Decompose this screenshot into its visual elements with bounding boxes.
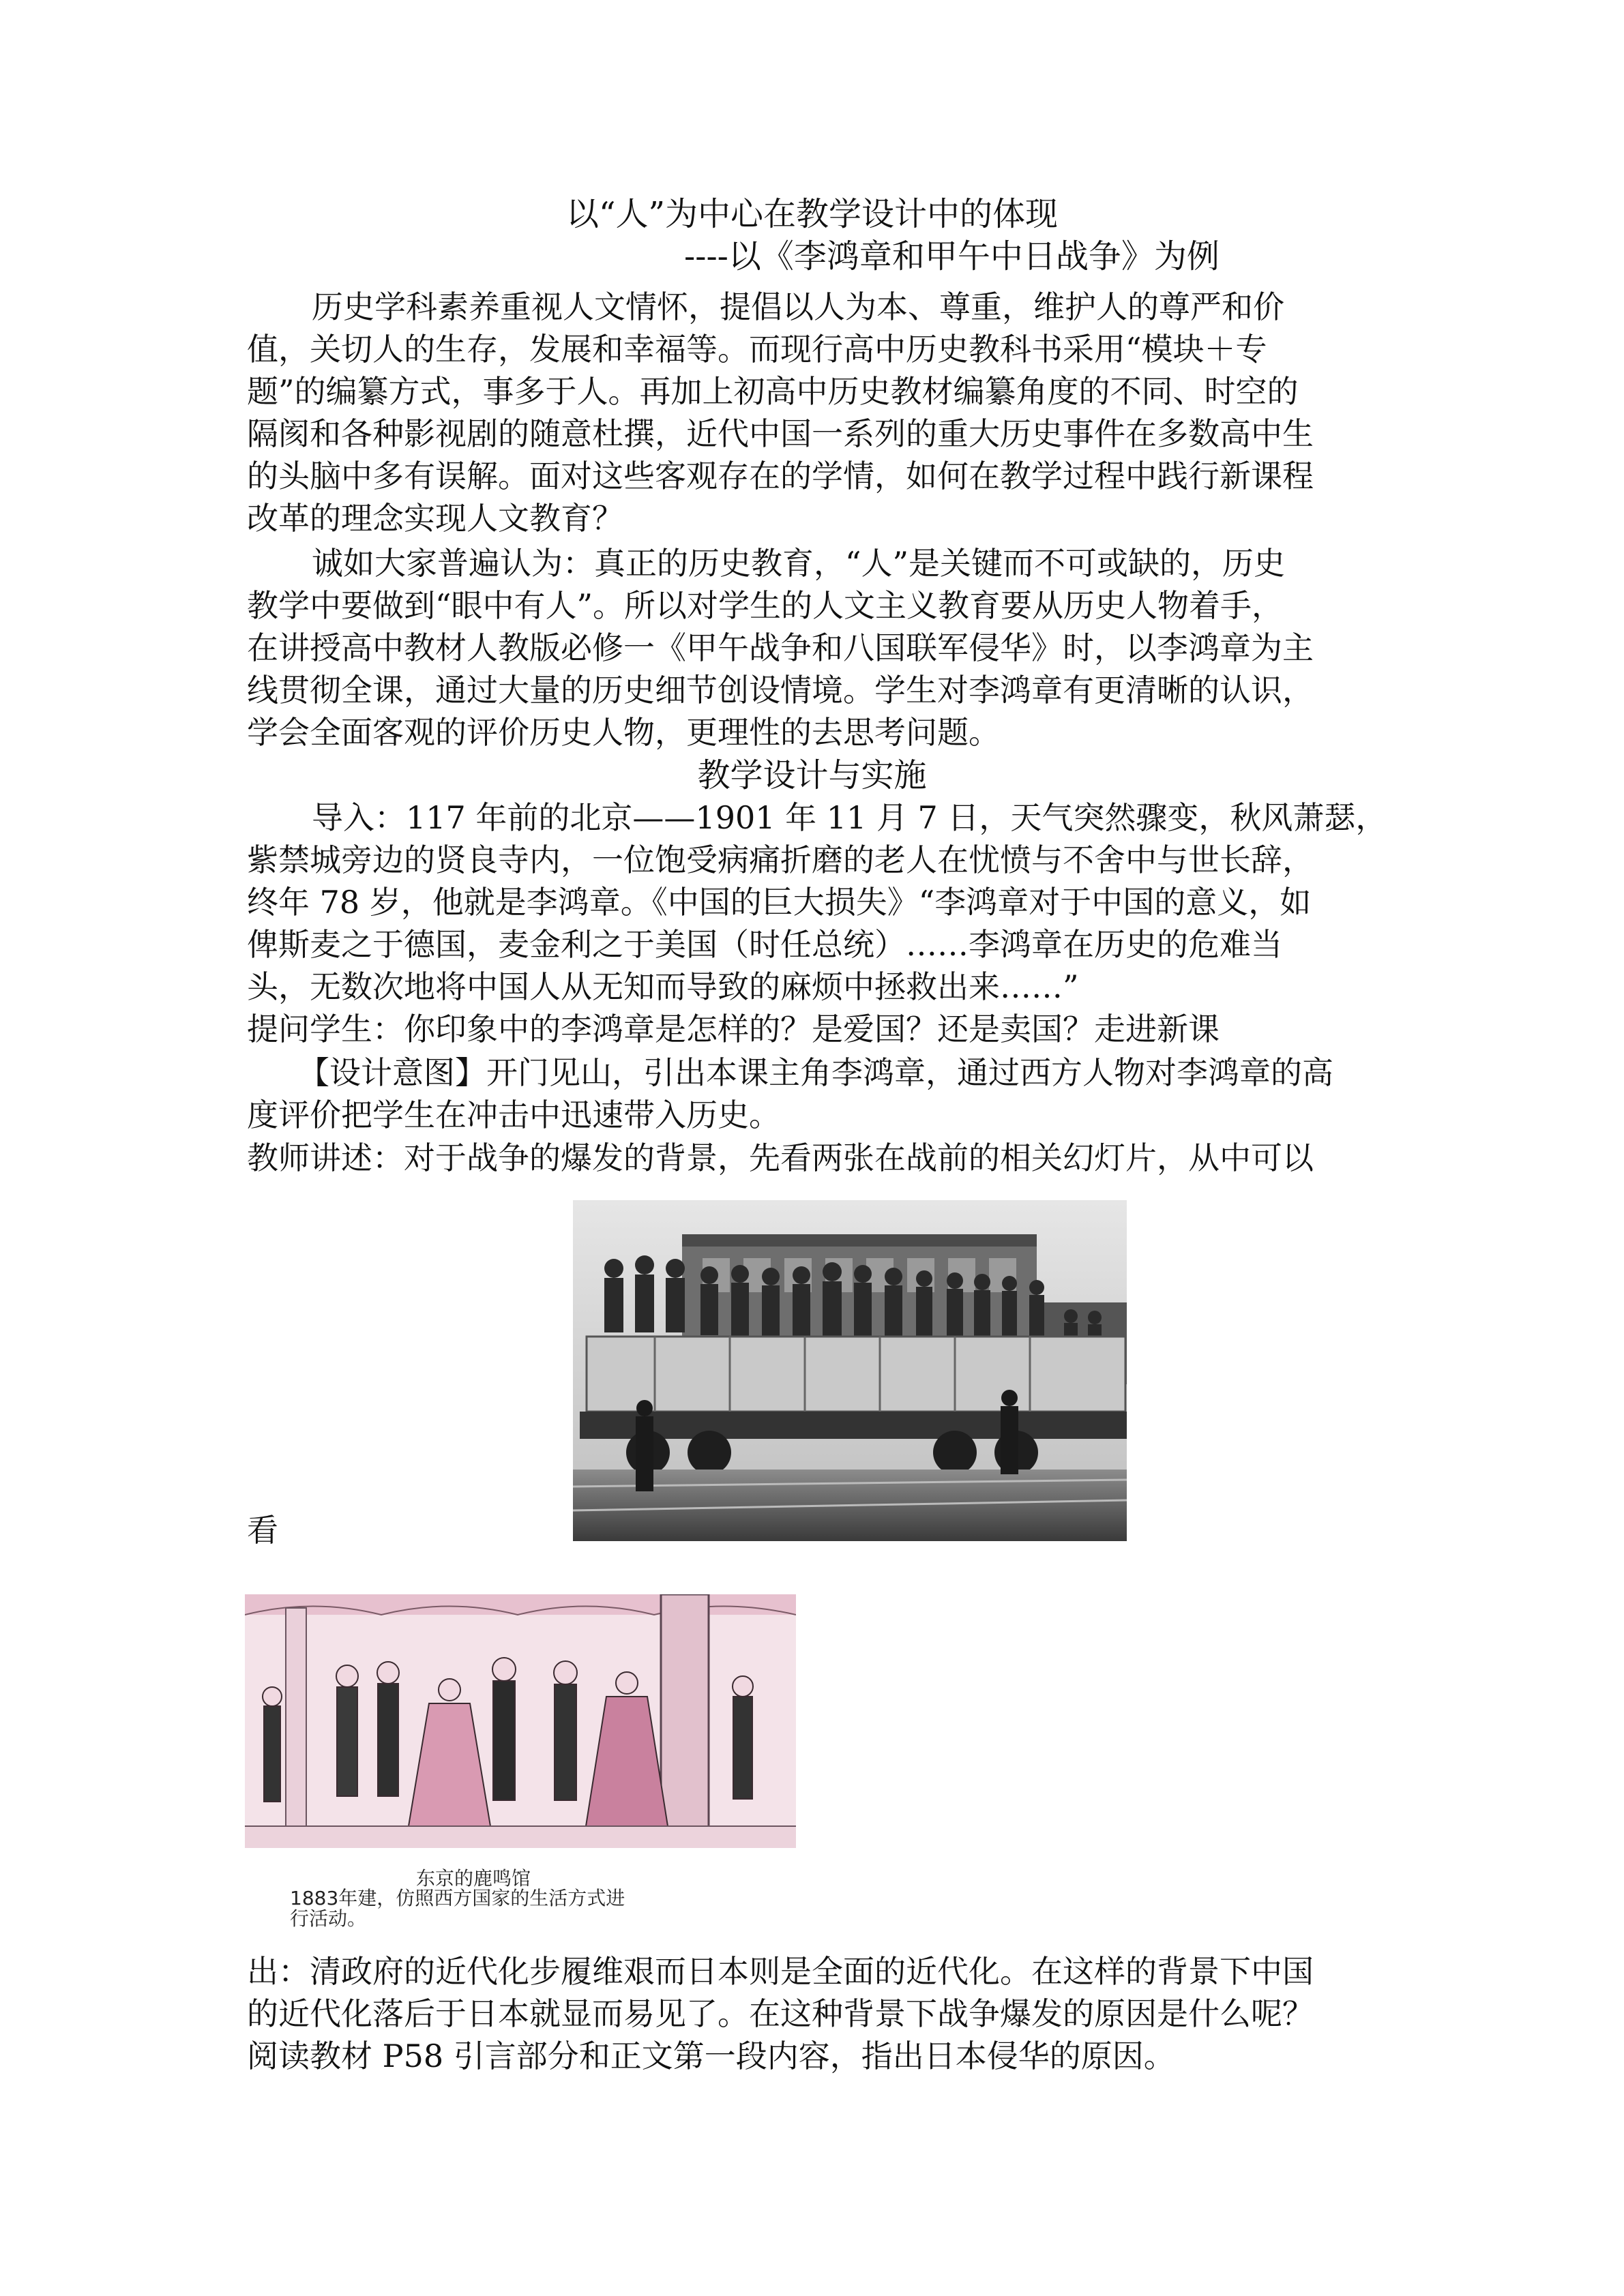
kan-character: 看	[247, 1512, 278, 1549]
paragraph-3-line-2: 紫禁城旁边的贤良寺内，一位饱受病痛折磨的老人在忧愤与不舍中与世长辞，	[247, 841, 1314, 878]
paragraph-2-line-1: 诚如大家普遍认为：真正的历史教育，“人”是关键而不可或缺的，历史	[312, 545, 1286, 582]
question-line: 提问学生：你印象中的李鸿章是怎样的？是爱国？还是卖国？走进新课	[247, 1011, 1220, 1047]
teacher-narration-line: 教师讲述：对于战争的爆发的背景，先看两张在战前的相关幻灯片，从中可以	[247, 1139, 1314, 1176]
conclusion-line-1: 出：清政府的近代化步履维艰而日本则是全面的近代化。在这样的背景下中国	[247, 1953, 1314, 1990]
paragraph-1-line-1: 历史学科素养重视人文情怀，提倡以人为本、尊重，维护人的尊严和价	[312, 288, 1284, 325]
paragraph-1-line-6: 改革的理念实现人文教育？	[247, 500, 623, 537]
illustration-caption-line-1: 1883年建，仿照西方国家的生活方式进	[290, 1887, 625, 1909]
document-subtitle: ----以《李鸿章和甲午中日战争》为例	[684, 237, 1220, 275]
paragraph-3-line-5: 头，无数次地将中国人从无知而导致的麻烦中拯救出来……”	[247, 968, 1079, 1005]
paragraph-2-line-2: 教学中要做到“眼中有人”。所以对学生的人文主义教育要从历史人物着手，	[247, 587, 1284, 624]
paragraph-1-line-3: 题”的编纂方式，事多于人。再加上初高中历史教材编纂角度的不同、时空的	[247, 373, 1299, 410]
illustration-caption-title: 东京的鹿鸣馆	[416, 1867, 531, 1890]
paragraph-3-line-1: 导入：117 年前的北京——1901 年 11 月 7 日，天气突然骤变，秋风萧瑟，	[312, 799, 1387, 836]
design-intent-line-1: 【设计意图】开门见山，引出本课主角李鸿章，通过西方人物对李鸿章的高	[298, 1054, 1333, 1091]
train-photo	[573, 1200, 1127, 1541]
paragraph-3-line-4: 俾斯麦之于德国，麦金利之于美国（时任总统）……李鸿章在历史的危难当	[247, 926, 1282, 963]
paragraph-1-line-5: 的头脑中多有误解。面对这些客观存在的学情，如何在教学过程中践行新课程	[247, 458, 1314, 494]
train-photo-drawing	[573, 1200, 1127, 1541]
paragraph-2-line-5: 学会全面客观的评价历史人物，更理性的去思考问题。	[247, 714, 1000, 751]
design-intent-line-2: 度评价把学生在冲击中迅速带入历史。	[247, 1097, 780, 1133]
paragraph-2-line-4: 线贯彻全课，通过大量的历史细节创设情境。学生对李鸿章有更清晰的认识，	[247, 672, 1314, 709]
conclusion-line-2: 的近代化落后于日本就显而易见了。在这种背景下战争爆发的原因是什么呢？	[247, 1995, 1314, 2032]
conclusion-line-3: 阅读教材 P58 引言部分和正文第一段内容，指出日本侵华的原因。	[247, 2038, 1175, 2074]
section-heading: 教学设计与实施	[697, 756, 927, 794]
paragraph-1-line-2: 值，关切人的生存，发展和幸福等。而现行高中历史教科书采用“模块＋专	[247, 331, 1267, 368]
illustration-caption-line-2: 行活动。	[290, 1907, 367, 1930]
rokumeikan-drawing	[245, 1594, 796, 1848]
paragraph-1-line-4: 隔阂和各种影视剧的随意杜撰，近代中国一系列的重大历史事件在多数高中生	[247, 415, 1314, 452]
paragraph-3-line-3: 终年 78 岁，他就是李鸿章。《中国的巨大损失》“李鸿章对于中国的意义，如	[247, 884, 1312, 921]
paragraph-2-line-3: 在讲授高中教材人教版必修一《甲午战争和八国联军侵华》时，以李鸿章为主	[247, 629, 1314, 666]
document-title: 以“人”为中心在教学设计中的体现	[565, 195, 1059, 233]
rokumeikan-illustration	[245, 1594, 796, 1848]
